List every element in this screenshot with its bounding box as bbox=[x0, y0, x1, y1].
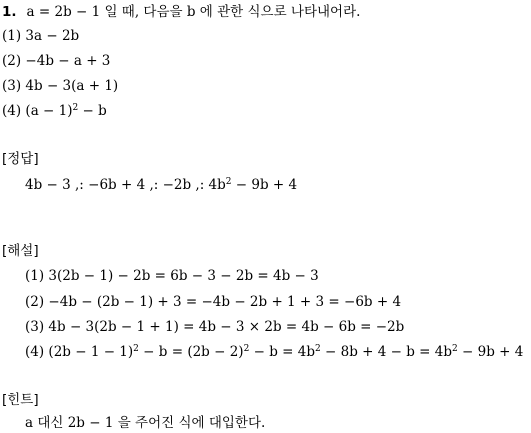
item-expr: $(2b - 1 - 1)^2 - b = (2b - 2)^2 - b = 4b^2 - 8b + 4 - b = 4b^2 - 9b + 4$ bbox=[48, 344, 524, 360]
explanation-title: [해설] bbox=[2, 243, 39, 259]
explanation-item-3 bbox=[25, 318, 404, 336]
item-label: (1) bbox=[25, 268, 45, 284]
problem-item-1 bbox=[2, 27, 79, 45]
hint-title: [힌트] bbox=[2, 392, 39, 408]
item-label: (3) bbox=[25, 319, 45, 335]
problem-item-2 bbox=[2, 52, 110, 70]
problem-statement-line bbox=[2, 3, 360, 21]
explanation-item-1 bbox=[25, 267, 319, 285]
explanation-item-4 bbox=[25, 343, 523, 361]
item-label: (4) bbox=[2, 103, 22, 119]
item-expr: 3a − 2b bbox=[25, 28, 80, 44]
explanation-item-2 bbox=[25, 293, 401, 311]
item-expr: −4b − a + 3 bbox=[25, 53, 111, 69]
problem-statement: a = 2b − 1 일 때, 다음을 b 에 관한 식으로 나타내어라. bbox=[26, 4, 361, 20]
answer-text: 4b − 3 ,: −6b + 4 ,: −2b ,: $4b^2 - 9b + 4$ bbox=[25, 177, 298, 193]
answer-title: [정답] bbox=[2, 151, 39, 167]
item-label: (2) bbox=[25, 294, 45, 310]
item-label: (1) bbox=[2, 28, 22, 44]
item-expr: 4b − 3(2b − 1 + 1) = 4b − 3 × 2b = 4b − 6b = −2b bbox=[48, 319, 405, 335]
problem-number: 1. bbox=[2, 4, 17, 20]
hint-text: a 대신 2b − 1 을 주어진 식에 대입한다. bbox=[25, 415, 266, 431]
item-label: (2) bbox=[2, 53, 22, 69]
problem-item-3 bbox=[2, 77, 118, 95]
item-expr: 3(2b − 1) − 2b = 6b − 3 − 2b = 4b − 3 bbox=[48, 268, 319, 284]
item-expr: −4b − (2b − 1) + 3 = −4b − 2b + 1 + 3 = −6b + 4 bbox=[48, 294, 402, 310]
item-label: (3) bbox=[2, 78, 22, 94]
problem-item-4 bbox=[2, 102, 107, 120]
item-label: (4) bbox=[25, 344, 45, 360]
item-expr: 4b − 3(a + 1) bbox=[25, 78, 119, 94]
item-expr: $(a - 1)^2 - b$ bbox=[25, 103, 107, 119]
